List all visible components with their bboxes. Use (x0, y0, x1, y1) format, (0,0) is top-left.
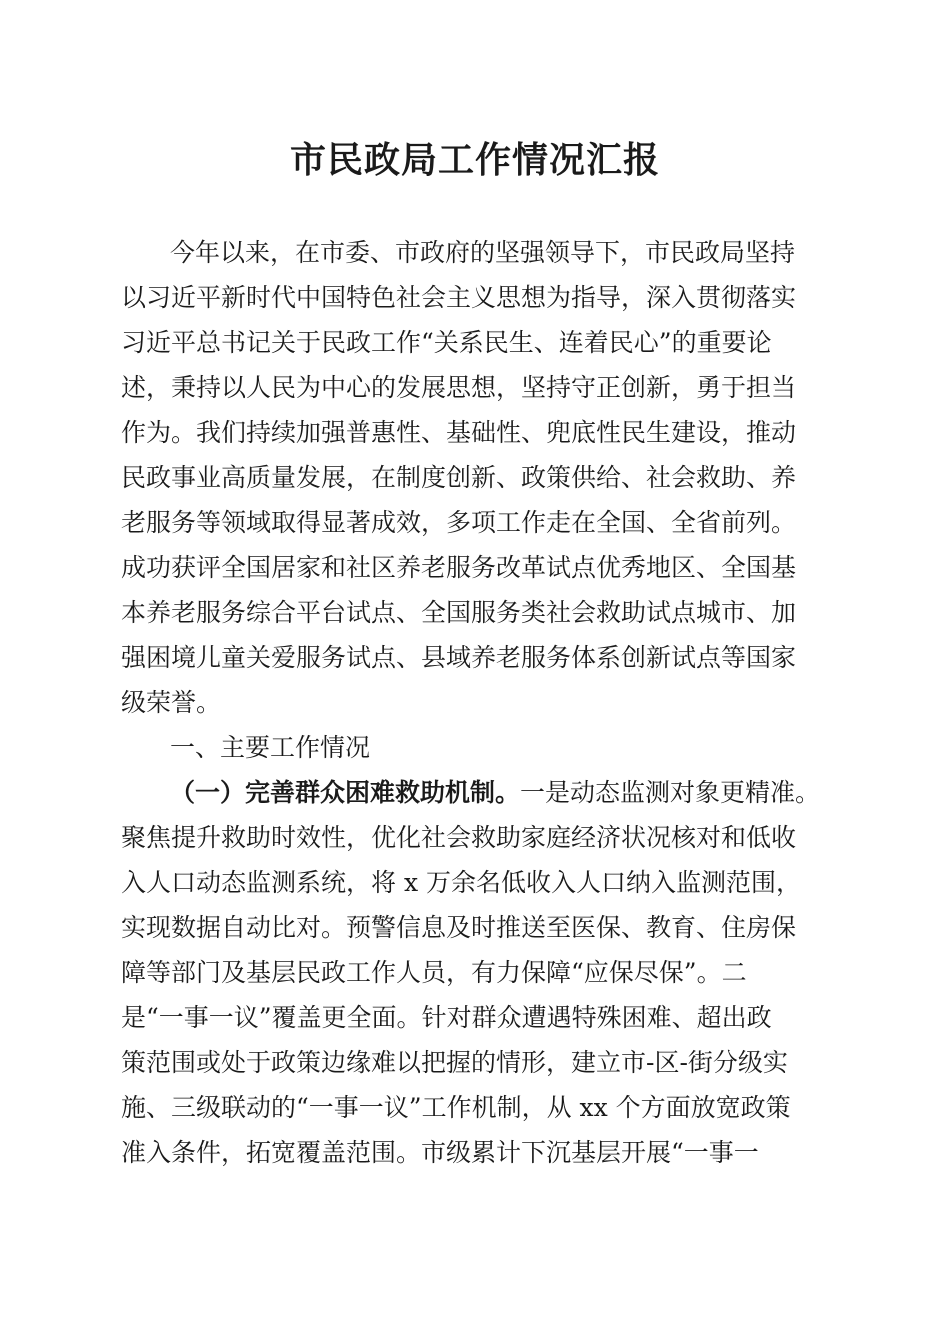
paragraph-line: 今年以来，在市委、市政府的坚强领导下，市民政局坚持 (170, 238, 796, 267)
paragraph-line: 策范围或处于政策边缘难以把握的情形，建立市-区-街分级实 (121, 1048, 788, 1077)
paragraph-line: 是“一事一议”覆盖更全面。针对群众遭遇特殊困难、超出政 (121, 1003, 772, 1032)
paragraph-line: 作为。我们持续加强普惠性、基础性、兜底性民生建设，推动 (121, 418, 797, 447)
paragraph-line: 准入条件，拓宽覆盖范围。市级累计下沉基层开展“一事一 (121, 1138, 759, 1167)
paragraph-line: 入人口动态监测系统，将 x 万余名低收入人口纳入监测范围， (121, 868, 801, 897)
paragraph-line: 本养老服务综合平台试点、全国服务类社会救助试点城市、加 (121, 598, 797, 627)
paragraph-line: 实现数据自动比对。预警信息及时推送至医保、教育、住房保 (121, 913, 797, 942)
paragraph-line: 聚焦提升救助时效性，优化社会救助家庭经济状况核对和低收 (121, 823, 797, 852)
section-heading: 一、主要工作情况 (170, 733, 371, 762)
paragraph-line: 民政事业高质量发展，在制度创新、政策供给、社会救助、养 (121, 463, 797, 492)
subsection-line (170, 770, 835, 815)
subsection-lead: 一是动态监测对象更精准。 (520, 778, 821, 807)
paragraph-line: 以习近平新时代中国特色社会主义思想为指导，深入贯彻落实 (121, 283, 797, 312)
document-title: 市民政局工作情况汇报 (289, 139, 660, 181)
paragraph-line: 级荣誉。 (121, 688, 222, 717)
paragraph-line: 施、三级联动的“一事一议”工作机制，从 xx 个方面放宽政策 (121, 1093, 791, 1122)
paragraph-line: 成功获评全国居家和社区养老服务改革试点优秀地区、全国基 (121, 553, 797, 582)
paragraph-line: 老服务等领域取得显著成效，多项工作走在全国、全省前列。 (121, 508, 797, 537)
paragraph-line: 习近平总书记关于民政工作“关系民生、连着民心”的重要论 (121, 328, 772, 357)
subsection-heading: （一）完善群众困难救助机制。 (170, 778, 521, 807)
paragraph-line: 述，秉持以人民为中心的发展思想，坚持守正创新，勇于担当 (121, 373, 797, 402)
paragraph-line: 强困境儿童关爱服务试点、县域养老服务体系创新试点等国家 (121, 643, 797, 672)
paragraph-line: 障等部门及基层民政工作人员，有力保障“应保尽保”。二 (121, 958, 747, 987)
